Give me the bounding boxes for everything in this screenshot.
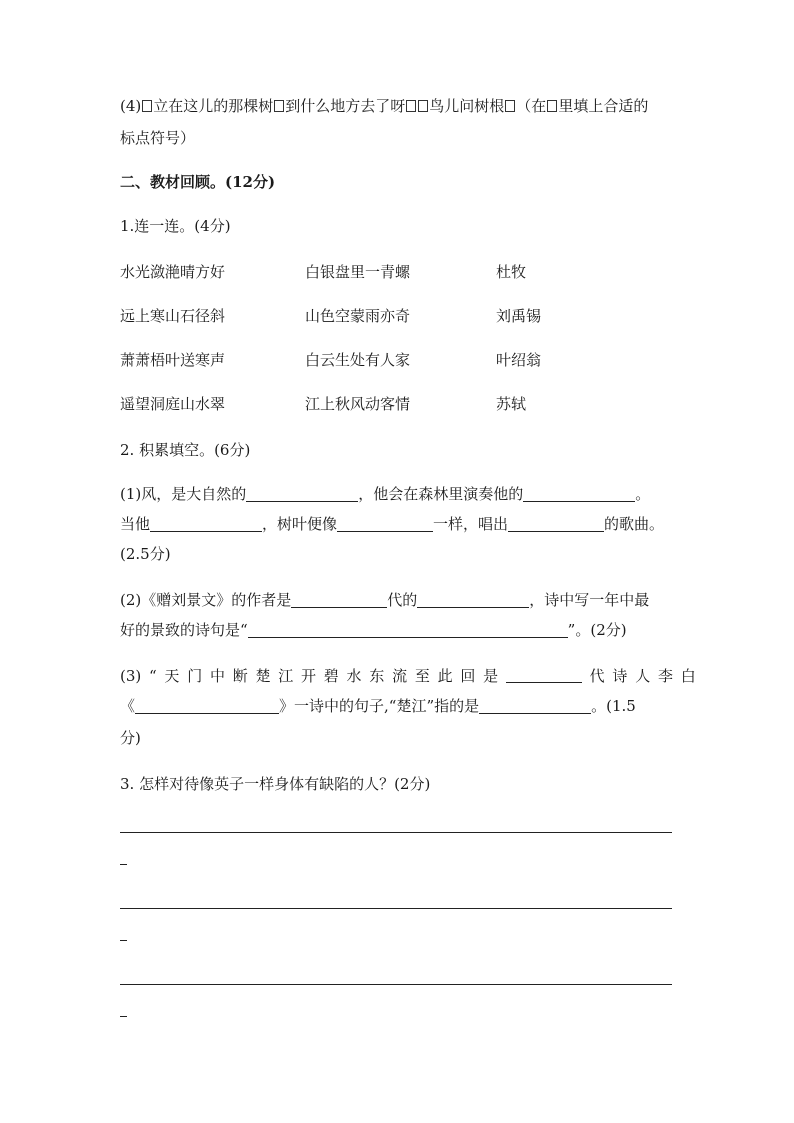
- punctuation-box[interactable]: [142, 100, 152, 112]
- match-middle-item[interactable]: 白云生处有人家: [305, 351, 411, 369]
- match-left-item[interactable]: 萧萧梧叶送寒声: [120, 351, 226, 369]
- answer-blank[interactable]: [291, 591, 387, 608]
- fill-text: 。(1.5: [591, 697, 636, 715]
- match-poet-item[interactable]: 叶绍翁: [496, 351, 542, 369]
- fill-text: 好的景致的诗句是“: [120, 621, 248, 639]
- match-poet-item[interactable]: 刘禹锡: [496, 307, 542, 325]
- match-left-item[interactable]: 远上寒山石径斜: [120, 307, 226, 325]
- answer-line[interactable]: [120, 984, 672, 985]
- match-title: 1.连一连。(4分): [120, 217, 231, 235]
- punctuation-box[interactable]: [274, 100, 284, 112]
- q4-text: 鸟儿问树根: [429, 97, 505, 115]
- fill-char: 至: [414, 667, 430, 685]
- punctuation-box[interactable]: [406, 100, 416, 112]
- fill-text: (1)风，是大自然的: [120, 485, 247, 503]
- answer-blank[interactable]: [248, 621, 568, 638]
- fill-char: 人: [635, 667, 651, 685]
- fill-char: 代: [589, 667, 605, 685]
- fill-text: (2)《赠刘景文》的作者是: [120, 591, 292, 609]
- match-middle-item[interactable]: 江上秋风动客情: [305, 395, 411, 413]
- fill-char: 断: [232, 667, 248, 685]
- fill-text: 当他: [120, 515, 151, 533]
- q3-title: 3. 怎样对待像英子一样身体有缺陷的人？(2分): [120, 775, 431, 793]
- fill-char: 东: [369, 667, 385, 685]
- fill-text: 《: [120, 697, 136, 715]
- fill-char: 楚: [255, 667, 271, 685]
- match-middle-item[interactable]: 白银盘里一青螺: [305, 263, 411, 281]
- fill-item-2-line-1: [120, 590, 649, 610]
- q4-line-1: [120, 96, 648, 116]
- fill-text: 的歌曲。: [604, 515, 665, 533]
- fill-char: (3): [120, 667, 142, 685]
- fill-char: 天: [164, 667, 180, 685]
- fill-char: 开: [301, 667, 317, 685]
- fill-text: 一样，唱出: [433, 515, 509, 533]
- fill-text: ，树叶便像: [262, 515, 338, 533]
- fill-text: ”。(2分): [567, 621, 627, 639]
- answer-blank[interactable]: [523, 485, 635, 502]
- fill-item-2-line-2: [120, 620, 627, 640]
- q4-text: （在: [516, 97, 547, 115]
- punctuation-box[interactable]: [547, 100, 557, 112]
- fill-item-1-score: (2.5分): [120, 545, 171, 563]
- fill-char: 江: [278, 667, 294, 685]
- fill-char: 中: [209, 667, 225, 685]
- fill-item-3-line-3: 分): [120, 729, 141, 747]
- answer-blank[interactable]: [479, 697, 591, 714]
- answer-blank[interactable]: [337, 515, 433, 532]
- fill-char: 碧: [323, 667, 339, 685]
- answer-line-dash: [120, 864, 127, 865]
- answer-blank[interactable]: [506, 666, 582, 683]
- answer-line[interactable]: [120, 832, 672, 833]
- fill-text: 。: [635, 485, 651, 503]
- answer-line-dash: [120, 1016, 127, 1017]
- q4-text: 立在这儿的那棵树: [153, 97, 274, 115]
- match-left-item[interactable]: 遥望洞庭山水翠: [120, 395, 226, 413]
- fill-char: 是: [483, 667, 499, 685]
- fill-char: 李: [657, 667, 673, 685]
- match-poet-item[interactable]: 苏轼: [496, 395, 527, 413]
- fill-text: 代的: [387, 591, 418, 609]
- fill-item-1-line-2: [120, 514, 664, 534]
- fill-char: 诗: [612, 667, 628, 685]
- q4-line-2: 标点符号）: [120, 129, 196, 147]
- fill-char: 门: [187, 667, 203, 685]
- q4-text: 里填上合适的: [558, 97, 649, 115]
- answer-blank[interactable]: [508, 515, 604, 532]
- punctuation-box[interactable]: [418, 100, 428, 112]
- fill-text: ，诗中写一年中最: [529, 591, 650, 609]
- match-left-item[interactable]: 水光潋滟晴方好: [120, 263, 226, 281]
- fill-char: 回: [460, 667, 476, 685]
- section-heading: 二、教材回顾。(12分): [120, 173, 276, 191]
- punctuation-box[interactable]: [505, 100, 515, 112]
- answer-blank[interactable]: [135, 697, 279, 714]
- answer-blank[interactable]: [246, 485, 358, 502]
- fill-title: 2. 积累填空。(6分): [120, 441, 251, 459]
- fill-text: ，他会在森林里演奏他的: [358, 485, 524, 503]
- fill-char: 白: [680, 667, 696, 685]
- answer-blank[interactable]: [150, 515, 262, 532]
- fill-text: 》一诗中的句子,“楚江”指的是: [279, 697, 480, 715]
- match-poet-item[interactable]: 杜牧: [496, 263, 527, 281]
- fill-item-1-line-1: [120, 484, 650, 504]
- q4-text: 到什么地方去了呀: [285, 97, 406, 115]
- match-middle-item[interactable]: 山色空蒙雨亦奇: [305, 307, 411, 325]
- q4-number: (4): [120, 97, 142, 115]
- answer-line-dash: [120, 940, 127, 941]
- fill-char: “: [149, 667, 157, 685]
- fill-char: 流: [392, 667, 408, 685]
- answer-line[interactable]: [120, 908, 672, 909]
- fill-char: 此: [437, 667, 453, 685]
- fill-char: 水: [346, 667, 362, 685]
- fill-item-3-line-1: [120, 666, 696, 686]
- answer-blank[interactable]: [417, 591, 529, 608]
- fill-item-3-line-2: [120, 696, 636, 716]
